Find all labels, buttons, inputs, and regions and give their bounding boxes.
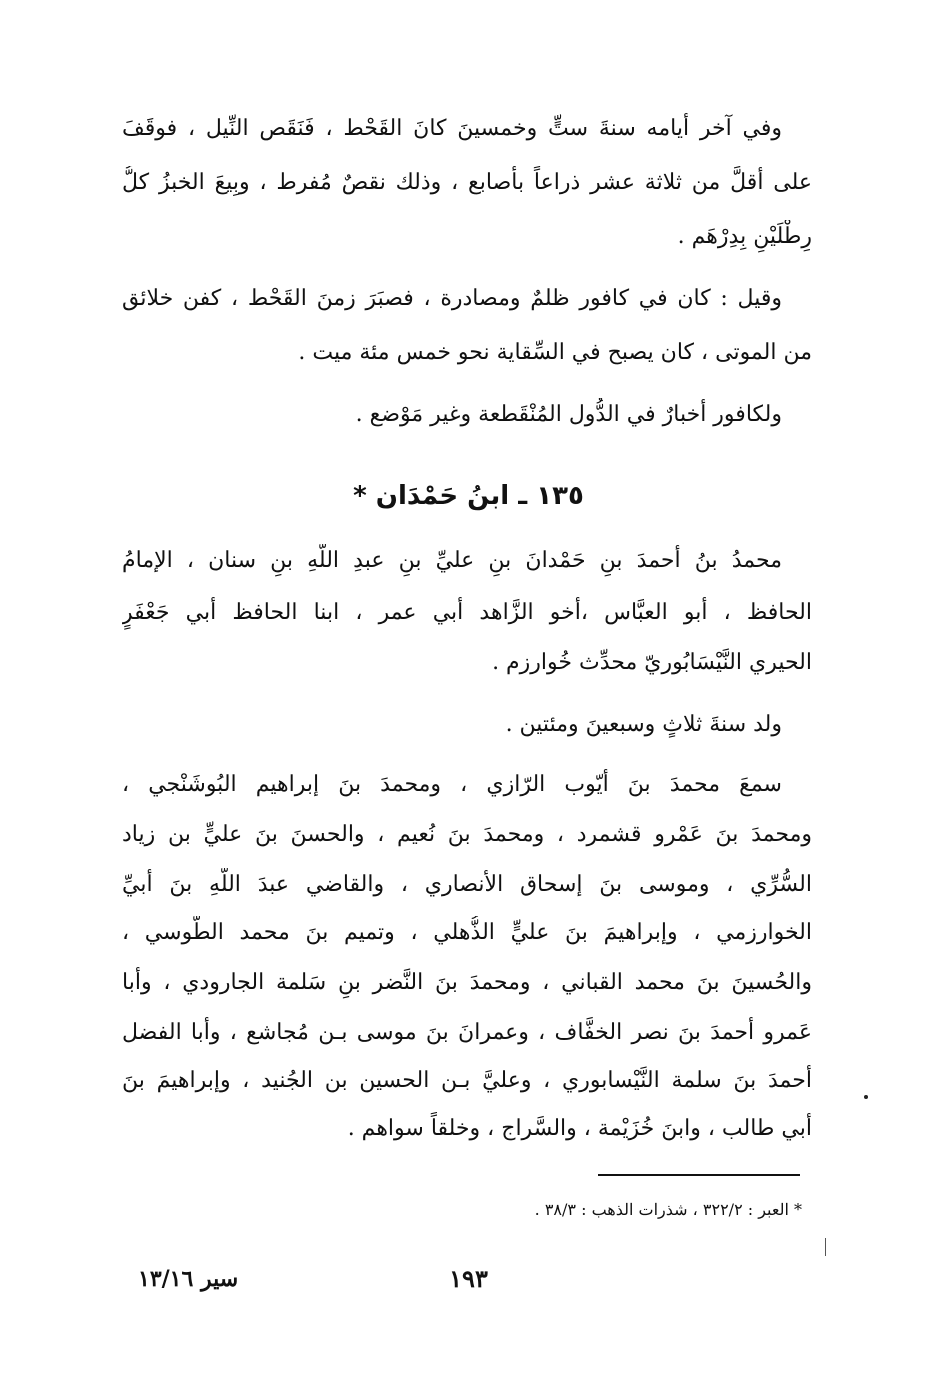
lineage-line-2: الحافظ ، أبو العبَّاس ،أخو الزَّاهد أبي عمر ، ابنا الحافظ أبي جَعْفَرٍ: [122, 600, 812, 625]
paragraph-1-line-2: على أقلَّ من ثلاثة عشر ذراعاً بأصابع ، وذلك نقصٌ مُفرط ، وبِيعَ الخبزُ كلُّ: [122, 170, 812, 195]
paragraph-3-line-1: ولكافور أخبارٌ في الدُّول المُنْقَطعة وغير مَوْضع .: [355, 402, 782, 427]
paragraph-1-line-1: وفي آخر أيامه سنةَ ستٍّ وخمسينَ كانَ القَحْط ، فَنَقَص النِّيل ، فوقَفَ: [122, 116, 782, 141]
teachers-line-8: أبي طالب ، وابنَ خُزَيْمة ، والسَّراج ، وخلقاً سواهم .: [347, 1116, 812, 1141]
teachers-line-7: أحمدَ بنَ سلمة النَّيْسابوري ، وعليَّ بـن الحسين بن الجُنيد ، وإبراهيمَ بنَ: [122, 1068, 812, 1093]
running-reference: سير ١٣/١٦: [138, 1266, 239, 1292]
paragraph-2-line-2: من الموتى ، كان يصبح في السِّقاية نحو خمس مئة ميت .: [298, 340, 812, 365]
teachers-line-3: السُّرِّي ، وموسى بنَ إسحاق الأنصاري ، والقاضي عبدَ اللّهِ بنَ أبيِّ: [122, 872, 812, 897]
birth-line: ولد سنةَ ثلاثٍ وسبعينَ ومئتين .: [505, 712, 782, 737]
paragraph-1-line-3: رِطْلَيْنِ بِدِرْهَم .: [677, 224, 812, 249]
teachers-line-2: ومحمدَ بنَ عَمْرو قشمرد ، ومحمدَ بنَ نُعيم ، والحسنَ بنَ عليٍّ بن زياد: [122, 822, 812, 847]
teachers-line-6: عَمرو أحمدَ بنَ نصر الخفَّاف ، وعمرانَ بنَ موسى بـن مُجاشع ، وأبا الفضل: [122, 1020, 812, 1045]
entry-heading: ١٣٥ ـ ابنُ حَمْدَان *: [353, 481, 584, 511]
footnote: * العبر : ٣٢٢/٢ ، شذرات الذهب : ٣٨/٣ .: [534, 1200, 802, 1219]
paragraph-2-line-1: وقيل : كان في كافور ظلمٌ ومصادرة ، فصبَرَ زمنَ القَحْط ، كفن خلائق: [122, 286, 782, 311]
margin-dot: [864, 1095, 868, 1099]
lineage-line-1: محمدُ بنُ أحمدَ بنِ حَمْدانَ بنِ عليِّ بنِ عبدِ اللّهِ بنِ سنان ، الإمامُ: [122, 548, 782, 573]
page-number: ١٩٣: [449, 1264, 488, 1293]
margin-tick: [825, 1238, 826, 1256]
lineage-line-3: الحيري النَّيْسَابُوريّ محدِّث خُوارزم .: [492, 650, 812, 675]
footnote-divider: [598, 1174, 800, 1176]
teachers-line-4: الخوارزمي ، وإبراهيمَ بنَ عليٍّ الذُّهلي ، وتميم بنَ محمد الطُّوسي ،: [122, 920, 812, 945]
teachers-line-1: سمعَ محمدَ بنَ أيّوب الرّازي ، ومحمدَ بنَ إبراهيم البُوشَنْجي ،: [122, 772, 782, 797]
teachers-line-5: والحُسينَ بنَ محمد القباني ، ومحمدَ بنَ النَّضر بنِ سَلمة الجارودي ، وأبا: [122, 970, 812, 995]
